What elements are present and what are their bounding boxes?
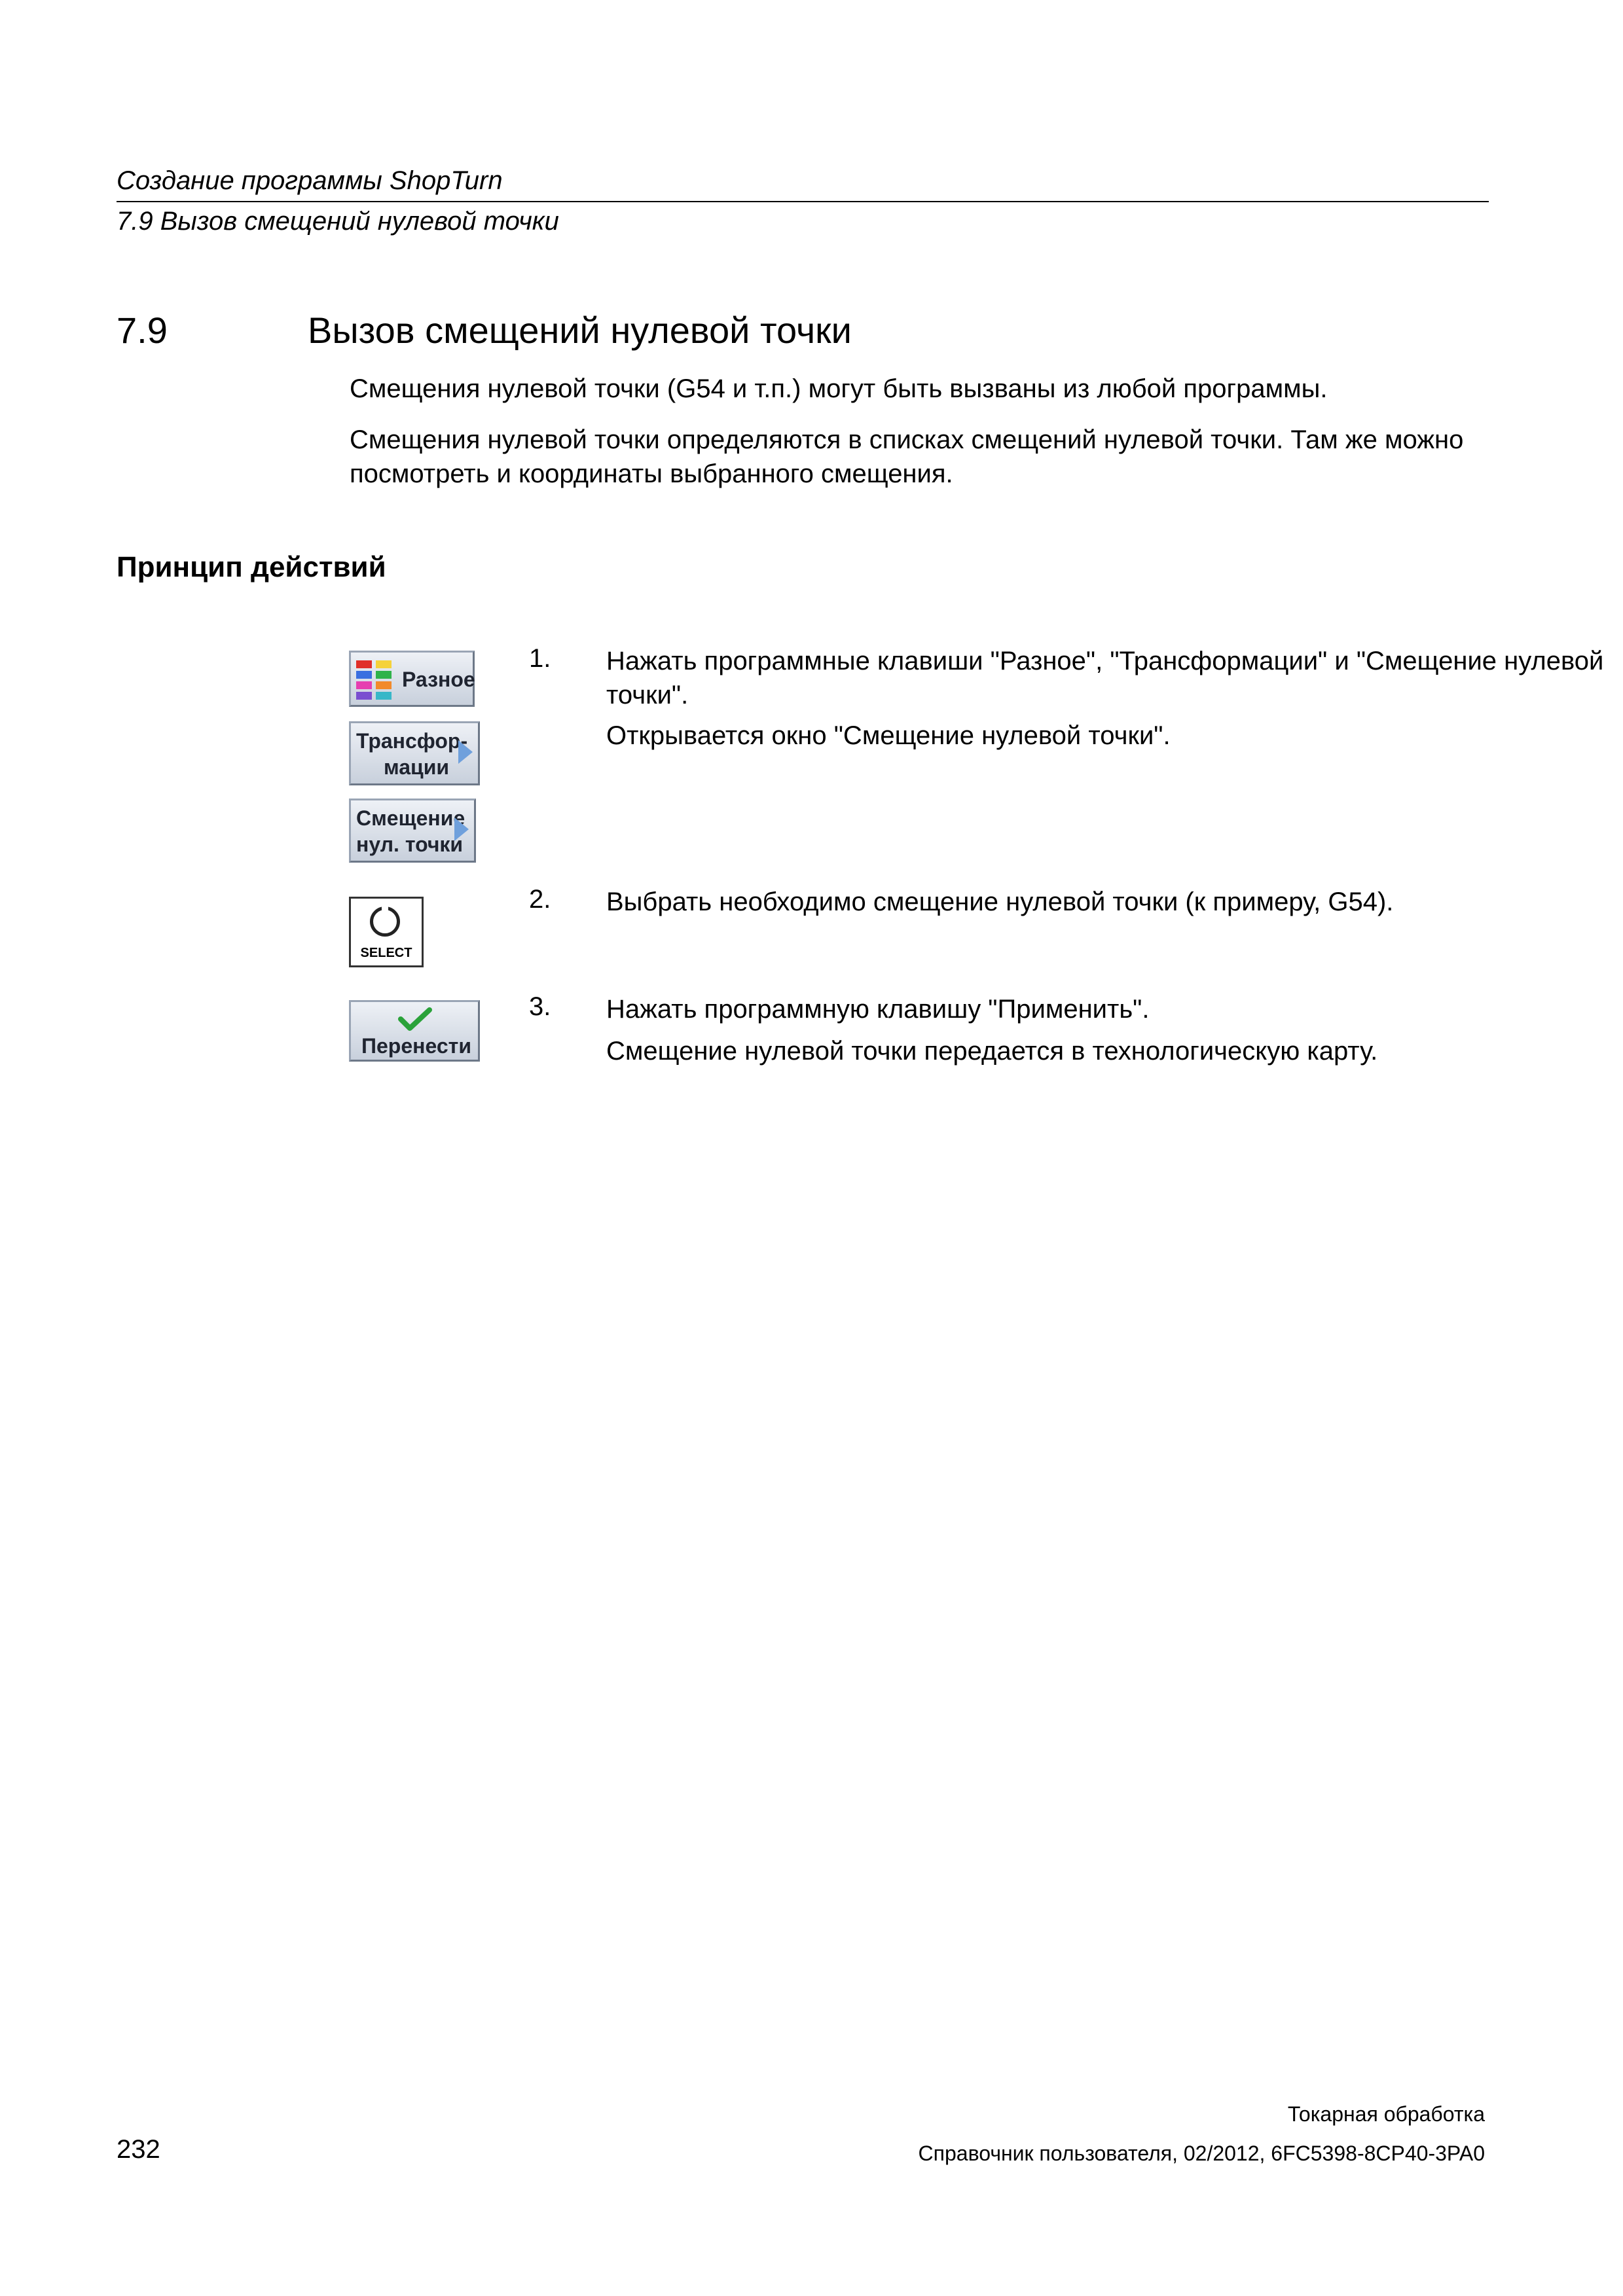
header-rule bbox=[117, 201, 1489, 202]
section-title: Вызов смещений нулевой точки bbox=[308, 310, 852, 351]
misc-softkey[interactable] bbox=[349, 651, 475, 707]
zero-offset-softkey[interactable] bbox=[349, 798, 476, 863]
step-instruction: Нажать программные клавиши "Разное", "Трансформации" и "Смещение нулевой точки". bbox=[606, 647, 1604, 709]
running-header-chapter: Создание программы ShopTurn bbox=[117, 166, 503, 195]
footer-manual: Справочник пользователя, 02/2012, 6FC5398-8CP40-3PA0 bbox=[918, 2142, 1485, 2165]
select-key-label: SELECT bbox=[360, 946, 412, 960]
intro-paragraph-1: Смещения нулевой точки (G54 и т.п.) могут быть вызваны из любой программы. bbox=[350, 374, 1328, 403]
step-result: Смещение нулевой точки передается в технологическую карту. bbox=[606, 1037, 1378, 1066]
submenu-arrow-icon bbox=[458, 740, 473, 764]
apply-softkey-label: Перенести bbox=[361, 1034, 471, 1058]
select-key[interactable] bbox=[349, 897, 424, 967]
transform-softkey-label-1: Трансфор- bbox=[356, 729, 468, 753]
intro-paragraph-2: Смещения нулевой точки определяются в списках смещений нулевой точки. Там же можно посмотреть и координаты выбранного смещения. bbox=[350, 425, 1464, 488]
apply-softkey[interactable] bbox=[349, 1000, 480, 1062]
section-number: 7.9 bbox=[117, 310, 168, 351]
step-number: 3. bbox=[529, 992, 551, 1021]
checkmark-icon bbox=[397, 1006, 433, 1032]
subheading-procedure: Принцип действий bbox=[117, 551, 386, 583]
footer-product: Токарная обработка bbox=[1287, 2102, 1485, 2126]
color-grid-icon bbox=[356, 660, 397, 700]
step-instruction: Нажать программную клавишу "Применить". bbox=[606, 995, 1150, 1024]
running-header-section: 7.9 Вызов смещений нулевой точки bbox=[117, 207, 559, 236]
misc-softkey-label: Разное bbox=[402, 668, 475, 691]
step-number: 1. bbox=[529, 644, 551, 673]
zero-offset-softkey-label-1: Смещение bbox=[356, 806, 465, 830]
submenu-arrow-icon bbox=[454, 817, 469, 841]
step-instruction: Выбрать необходимо смещение нулевой точки (к примеру, G54). bbox=[606, 888, 1394, 916]
transform-softkey[interactable] bbox=[349, 721, 480, 785]
transform-softkey-label-2: мации bbox=[384, 755, 450, 779]
step-result: Открывается окно "Смещение нулевой точки". bbox=[606, 721, 1171, 750]
zero-offset-softkey-label-2: нул. точки bbox=[356, 833, 464, 856]
step-number: 2. bbox=[529, 885, 551, 914]
page-number: 232 bbox=[117, 2135, 160, 2164]
